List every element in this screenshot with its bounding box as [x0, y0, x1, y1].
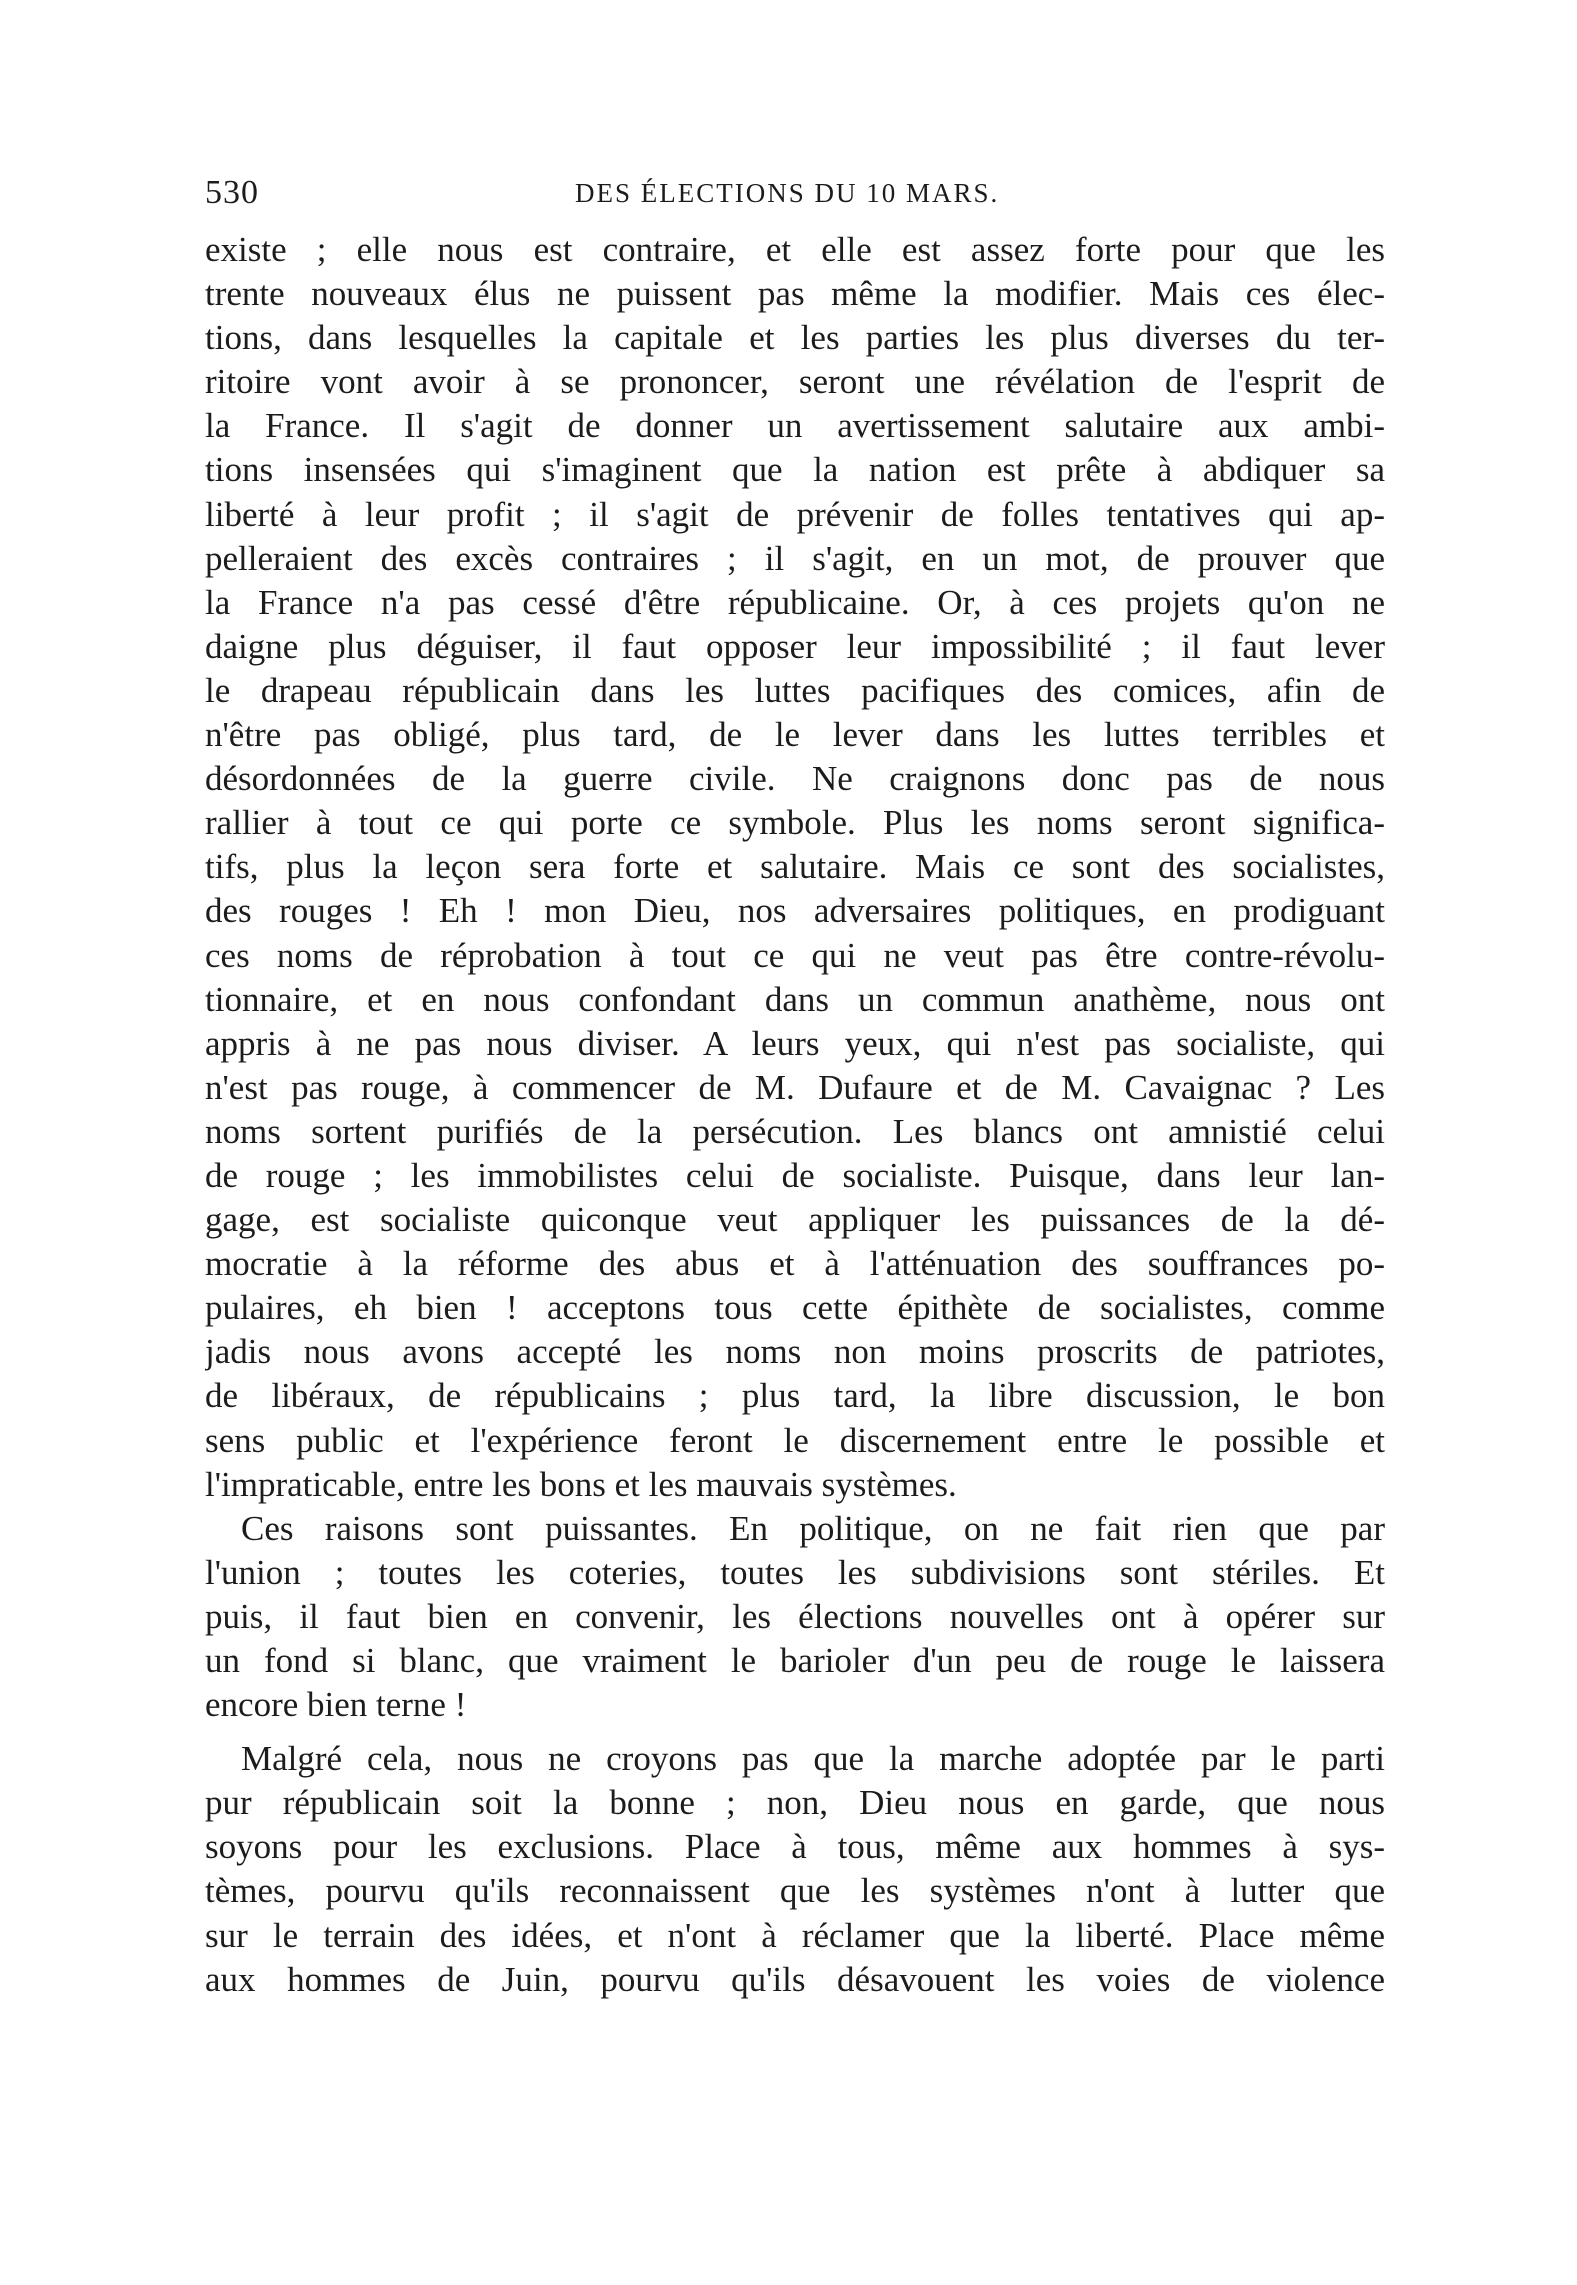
text-line: tifs, plus la leçon sera forte et salutaire. Mais ce sont des socialistes, — [205, 847, 1385, 887]
text-line: des rouges ! Eh ! mon Dieu, nos adversaires politiques, en prodiguant — [205, 891, 1385, 931]
running-title: DES ÉLECTIONS DU 10 MARS. — [575, 178, 1000, 208]
text-line: daigne plus déguiser, il faut opposer leur impossibilité ; il faut lever — [205, 626, 1385, 666]
body-text — [205, 228, 1385, 2002]
text-line: la France. Il s'agit de donner un avertissement salutaire aux ambi- — [205, 406, 1385, 446]
text-line: soyons pour les exclusions. Place à tous, même aux hommes à sys- — [205, 1827, 1385, 1867]
text-line: trente nouveaux élus ne puissent pas même la modifier. Mais ces élec- — [205, 274, 1385, 314]
text-line: rallier à tout ce qui porte ce symbole. Plus les noms seront significa- — [205, 803, 1385, 843]
paragraph-3 — [205, 1737, 1385, 2002]
text-line: pulaires, eh bien ! acceptons tous cette épithète de socialistes, comme — [205, 1288, 1385, 1328]
text-line: pelleraient des excès contraires ; il s'agit, en un mot, de prouver que — [205, 538, 1385, 578]
text-line: n'est pas rouge, à commencer de M. Dufaure et de M. Cavaignac ? Les — [205, 1067, 1385, 1107]
text-line: puis, il faut bien en convenir, les élections nouvelles ont à opérer sur — [205, 1596, 1385, 1636]
text-line: sur le terrain des idées, et n'ont à réclamer que la liberté. Place même — [205, 1915, 1385, 1955]
text-line: Ces raisons sont puissantes. En politique, on ne fait rien que par — [241, 1508, 1385, 1548]
text-line: pur républicain soit la bonne ; non, Dieu nous en garde, que nous — [205, 1783, 1385, 1823]
text-line: encore bien terne ! — [205, 1685, 467, 1725]
text-line: le drapeau républicain dans les luttes pacifiques des comices, afin de — [205, 670, 1385, 710]
paragraph-1 — [205, 228, 1385, 1507]
text-line: gage, est socialiste quiconque veut appliquer les puissances de la dé- — [205, 1200, 1385, 1240]
text-line: noms sortent purifiés de la persécution. Les blancs ont amnistié celui — [205, 1111, 1385, 1151]
paragraph-2 — [205, 1507, 1385, 1727]
text-line: jadis nous avons accepté les noms non moins proscrits de patriotes, — [205, 1332, 1385, 1372]
text-line: de rouge ; les immobilistes celui de socialiste. Puisque, dans leur lan- — [205, 1155, 1385, 1195]
text-line: sens public et l'expérience feront le discernement entre le possible et — [205, 1420, 1385, 1460]
text-line: tions, dans lesquelles la capitale et les parties les plus diverses du ter- — [205, 318, 1385, 358]
paragraph-spacer — [205, 1727, 1385, 1737]
text-line: la France n'a pas cessé d'être républicaine. Or, à ces projets qu'on ne — [205, 582, 1385, 622]
text-line: liberté à leur profit ; il s'agit de prévenir de folles tentatives qui ap- — [205, 494, 1385, 534]
text-line: l'impraticable, entre les bons et les mauvais systèmes. — [205, 1464, 957, 1504]
running-head — [205, 174, 1385, 220]
text-line: un fond si blanc, que vraiment le barioler d'un peu de rouge le laissera — [205, 1641, 1385, 1680]
text-line: ces noms de réprobation à tout ce qui ne veut pas être contre-révolu- — [205, 935, 1385, 975]
text-line: tionnaire, et en nous confondant dans un commun anathème, nous ont — [205, 979, 1385, 1019]
text-line: de libéraux, de républicains ; plus tard, la libre discussion, le bon — [205, 1376, 1385, 1416]
text-line: appris à ne pas nous diviser. A leurs yeux, qui n'est pas socialiste, qui — [205, 1023, 1385, 1063]
text-line: existe ; elle nous est contraire, et elle est assez forte pour que les — [205, 230, 1385, 269]
text-line: désordonnées de la guerre civile. Ne craignons donc pas de nous — [205, 759, 1385, 799]
page-number: 530 — [205, 174, 259, 211]
text-line: ritoire vont avoir à se prononcer, seront une révélation de l'esprit de — [205, 362, 1385, 402]
text-line: l'union ; toutes les coteries, toutes les subdivisions sont stériles. Et — [205, 1552, 1385, 1592]
text-line: tions insensées qui s'imaginent que la nation est prête à abdiquer sa — [205, 450, 1385, 490]
text-line: Malgré cela, nous ne croyons pas que la marche adoptée par le parti — [241, 1739, 1385, 1779]
text-line: n'être pas obligé, plus tard, de le lever dans les luttes terribles et — [205, 715, 1385, 755]
text-line: aux hommes de Juin, pourvu qu'ils désavouent les voies de violence — [205, 1959, 1385, 1999]
text-line: mocratie à la réforme des abus et à l'atténuation des souffrances po- — [205, 1244, 1385, 1284]
text-line: tèmes, pourvu qu'ils reconnaissent que les systèmes n'ont à lutter que — [205, 1871, 1385, 1911]
